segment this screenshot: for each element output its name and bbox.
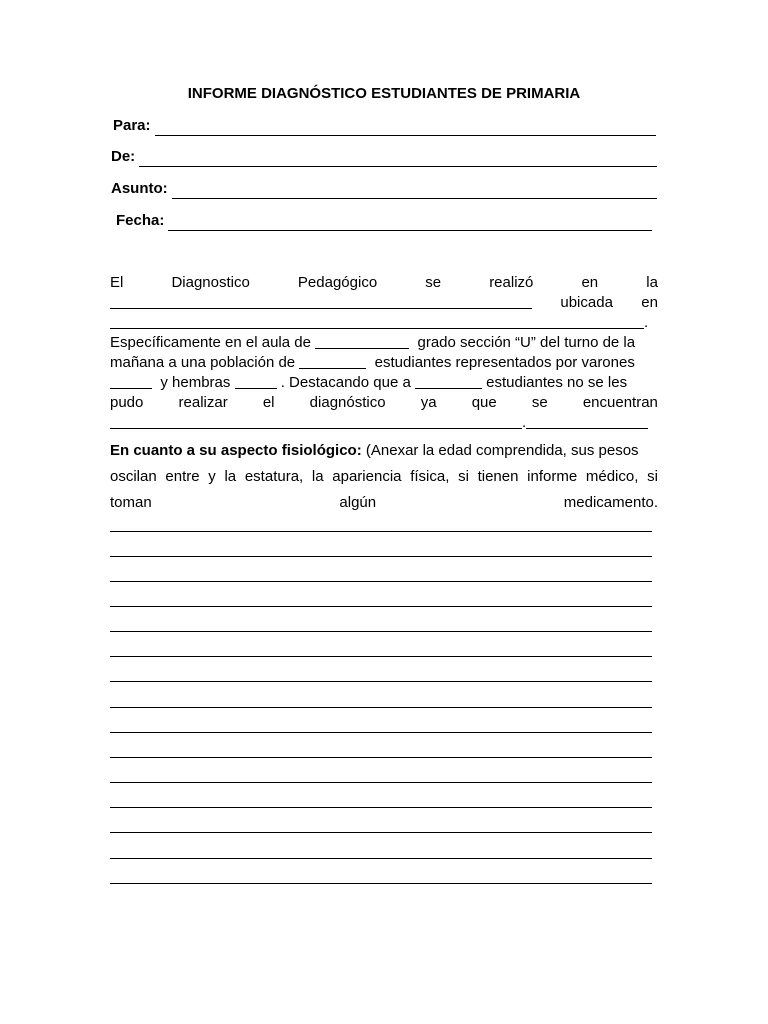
para-blank-line[interactable] (155, 120, 656, 136)
word: algún (339, 494, 377, 511)
writing-line[interactable] (110, 531, 652, 532)
para-field[interactable] (113, 116, 656, 136)
asunto-label: Asunto: (111, 180, 168, 197)
writing-line[interactable] (110, 606, 652, 607)
word: la (224, 468, 237, 485)
paragraph2-line-2 (110, 464, 658, 490)
text-segment: grado sección “U” del turno de la (417, 334, 636, 351)
text-segment: estudiantes representados por varones (374, 354, 635, 371)
diagnostic-paragraph (110, 273, 658, 433)
word: en (641, 294, 658, 311)
word: apariencia (332, 468, 402, 485)
paragraph-line-1 (110, 273, 658, 293)
paragraph2-line-3 (110, 490, 658, 516)
word: El (110, 274, 124, 291)
word: medicamento. (563, 494, 658, 511)
word: tienen (477, 468, 519, 485)
hembras-blank[interactable] (235, 373, 277, 389)
word: diagnóstico (309, 394, 386, 411)
word: la (646, 274, 658, 291)
fecha-label: Fecha: (116, 212, 165, 229)
period: . (522, 414, 527, 431)
location-blank[interactable] (110, 293, 532, 309)
word: ya (420, 394, 437, 411)
word: toman (110, 494, 152, 511)
word: se (531, 394, 548, 411)
de-label: De: (111, 148, 136, 165)
text-segment: estudiantes no se les (486, 374, 628, 391)
document-title: INFORME DIAGNÓSTICO ESTUDIANTES DE PRIMARIA (187, 85, 581, 102)
writing-line[interactable] (110, 807, 652, 808)
paragraph-line-4 (110, 333, 658, 353)
word: informe (527, 468, 578, 485)
address-blank[interactable] (110, 313, 644, 329)
reason-blank[interactable] (110, 413, 522, 429)
word: física, (410, 468, 450, 485)
word: encuentran (582, 394, 658, 411)
word: se (425, 274, 442, 291)
de-blank-line[interactable] (139, 151, 657, 167)
word: médico, (585, 468, 639, 485)
paragraph-line-6 (110, 373, 658, 393)
writing-line[interactable] (110, 556, 652, 557)
text-segment: y hembras (160, 374, 231, 391)
asunto-field[interactable] (111, 179, 657, 199)
word: si (458, 468, 469, 485)
word: realizó (489, 274, 534, 291)
writing-line[interactable] (110, 631, 652, 632)
word: y (208, 468, 216, 485)
paragraph-line-5 (110, 353, 658, 373)
para-label: Para: (113, 117, 151, 134)
text-segment: Específicamente en el aula de (110, 334, 311, 351)
word: Diagnostico (171, 274, 250, 291)
physiological-paragraph (110, 438, 658, 516)
varones-blank[interactable] (110, 373, 152, 389)
word: Pedagógico (297, 274, 378, 291)
word: pudo (110, 394, 144, 411)
reason-blank-2[interactable] (526, 413, 648, 429)
fecha-field[interactable] (116, 211, 652, 231)
writing-line[interactable] (110, 883, 652, 884)
word: estatura, (244, 468, 304, 485)
word: realizar (178, 394, 228, 411)
word: la (311, 468, 324, 485)
writing-line[interactable] (110, 858, 652, 859)
paragraph-line-2 (110, 293, 658, 313)
word: que (471, 394, 497, 411)
writing-line[interactable] (110, 707, 652, 708)
text-segment: . Destacando que a (280, 374, 411, 391)
word: el (262, 394, 275, 411)
asunto-blank-line[interactable] (172, 183, 657, 199)
paragraph-line-7 (110, 393, 658, 413)
writing-line[interactable] (110, 681, 652, 682)
text-segment: mañana a una población de (110, 354, 296, 371)
writing-line[interactable] (110, 581, 652, 582)
writing-line[interactable] (110, 757, 652, 758)
estudiantes-blank[interactable] (415, 373, 482, 389)
section-heading: En cuanto a su aspecto fisiológico: (110, 442, 362, 459)
paragraph2-line-1 (110, 438, 658, 464)
fecha-blank-line[interactable] (168, 215, 652, 231)
writing-line[interactable] (110, 656, 652, 657)
word: oscilan (110, 468, 157, 485)
poblacion-blank[interactable] (299, 353, 366, 369)
word: en (581, 274, 599, 291)
paragraph-line-3 (110, 313, 658, 333)
word: ubicada (560, 294, 613, 311)
writing-line[interactable] (110, 732, 652, 733)
writing-line[interactable] (110, 832, 652, 833)
word: entre (165, 468, 200, 485)
writing-line[interactable] (110, 782, 652, 783)
paragraph-line-8 (110, 413, 658, 433)
text-segment: (Anexar la edad comprendida, sus pesos (365, 442, 639, 459)
period: . (644, 314, 649, 331)
de-field[interactable] (111, 147, 657, 167)
word: si (647, 468, 658, 485)
aula-blank[interactable] (315, 333, 409, 349)
